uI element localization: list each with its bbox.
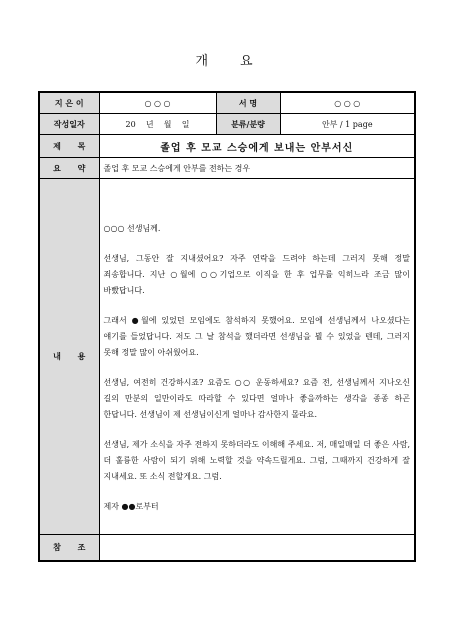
book-title-label: 서 명 [216,92,280,114]
author-value: ○ ○ ○ [99,92,216,114]
heading-char-1: 개 [195,54,210,69]
date-label: 작성일자 [39,114,99,135]
author-label: 지 은 이 [39,92,99,114]
date-value: 20 년 월 일 [99,114,216,135]
summary-label: 요 약 [39,158,99,179]
subject-label: 제 목 [39,135,99,158]
category-value: 안부 / 1 page [280,114,415,135]
content-paragraph: 선생님, 그동안 잘 지내셨어요? 자주 연락을 드려야 하는데 그러지 못해 정말 죄송합니다. 지난 ○월에 ○○기업으로 이직을 한 후 업무를 익히느라 조금 많이 바빴답니다. [103,253,410,295]
summary-value: 졸업 후 모교 스승에게 안부를 전하는 경우 [99,158,415,179]
content-paragraph: 선생님, 제가 소식을 자주 전하지 못하더라도 이해해 주세요. 저, 매일매일 더 좋은 사람, 더 훌륭한 사람이 되기 위해 노력할 것을 약속드릴게요. 그럼, 그때까지 건강하게 잘 지내세요. 또 소식 전할게요. 그럼. [103,439,410,481]
content-paragraph: ○○○ 선생님께. [103,223,161,233]
content-body [99,179,415,535]
category-label: 분류/분량 [216,114,280,135]
document-heading [0,50,450,69]
row-author [39,92,415,114]
row-subject [39,135,415,158]
reference-label: 참 조 [39,535,99,562]
heading-char-2: 요 [240,54,255,69]
row-reference [39,535,415,562]
row-summary [39,158,415,179]
row-content [39,179,415,535]
row-date [39,114,415,135]
overview-form [38,91,416,562]
content-label: 내 용 [39,179,99,535]
reference-value [99,535,415,562]
content-paragraph: 선생님, 여전히 건강하시죠? 요즘도 ○○ 운동하세요? 요즘 전, 선생님께서 지나오신 길의 만분의 일만이라도 따라할 수 있다면 얼마나 좋을까하는 생각을 종종 하곤 한답니다. 선생님이 제 선생님이신게 얼마나 감사한지 몰라요. [103,377,410,419]
book-title-value: ○ ○ ○ [280,92,415,114]
content-paragraph: 그래서 ●월에 있었던 모임에도 참석하지 못했어요. 모임에 선생님께서 나오셨다는 얘기를 들었답니다. 저도 그 날 참석을 했더라면 선생님을 뵐 수 있었을 텐데, 그러지 못해 정말 많이 아쉬웠어요. [103,315,410,357]
content-signature: 제자 ●●로부터 [103,501,159,511]
subject-value: 졸업 후 모교 스승에게 보내는 안부서신 [99,135,415,158]
